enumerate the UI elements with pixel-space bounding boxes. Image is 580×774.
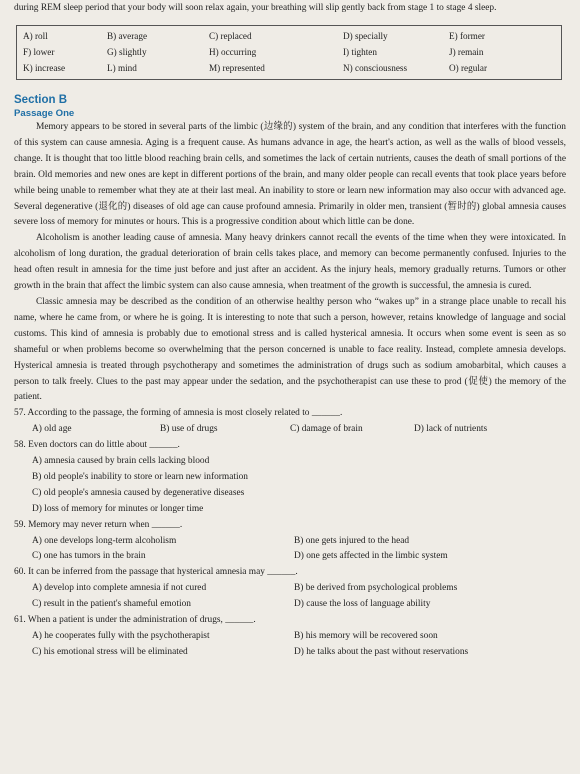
- option-d[interactable]: D) lack of nutrients: [414, 424, 488, 435]
- word-option: F) lower: [23, 47, 55, 57]
- question-57-options: [10, 422, 570, 438]
- word-bank-row: [17, 60, 561, 76]
- word-option: G) slightly: [107, 47, 147, 57]
- option-b[interactable]: B) one gets injured to the head: [294, 535, 410, 546]
- passage-title: Passage One: [14, 108, 75, 119]
- question-61-stem: 61. When a patient is under the administration of drugs, ______.: [14, 615, 256, 626]
- passage-paragraph: Memory appears to be stored in several parts of the limbic (边缘的) system of the brain, and any condition that interferes with the function of this system can cause amnesia. Aging is a frequent cause. As humans advance in age, the heart's action, as well as the walls of blood vessels, change. It is thought that too little blood reaching brain cells, and sometimes the lack of certain nutrients, causes the death of small portions of the brain. Old memories and new ones are kept in different portions of the brain, and many older people can recall events that took place years before while being unable to remember what they ate at their last meal. An inability to store or learn new information may also occur with advanced age. Several degenerative (退化的) diseases of old age can cause profound amnesia. Primarily in older men, transient (暂时的) global amnesia causes severe loss of memory for minutes or hours. This is a progressive condition about which little can be done.: [14, 122, 566, 228]
- section-title: Section B: [14, 94, 68, 106]
- word-option: I) tighten: [343, 47, 377, 57]
- option-a[interactable]: A) develop into complete amnesia if not cured: [32, 583, 207, 594]
- option-d[interactable]: D) loss of memory for minutes or longer time: [32, 503, 204, 514]
- word-option: M) represented: [209, 63, 265, 73]
- option-d[interactable]: D) one gets affected in the limbic system: [294, 551, 448, 562]
- question-61-options-row: [10, 629, 570, 645]
- option-a[interactable]: A) one develops long-term alcoholism: [32, 535, 177, 546]
- word-bank-row: [17, 28, 561, 44]
- word-option: O) regular: [449, 63, 488, 73]
- question-60-stem: 60. It can be inferred from the passage that hysterical amnesia may ______.: [14, 567, 298, 578]
- option-a[interactable]: A) amnesia caused by brain cells lacking blood: [32, 456, 210, 467]
- word-option: N) consciousness: [343, 63, 408, 73]
- word-option: K) increase: [23, 63, 66, 73]
- question-60-options-row: [10, 581, 570, 597]
- option-a[interactable]: A) he cooperates fully with the psychotherapist: [32, 631, 210, 641]
- word-option: H) occurring: [209, 47, 257, 57]
- option-c[interactable]: C) damage of brain: [290, 424, 363, 435]
- option-c[interactable]: C) his emotional stress will be eliminated: [32, 646, 188, 657]
- question-57-stem: 57. According to the passage, the forming of amnesia is most closely related to ______.: [14, 408, 343, 419]
- question-59-options-row: [10, 549, 570, 565]
- option-d[interactable]: D) cause the loss of language ability: [294, 599, 431, 610]
- option-b[interactable]: B) be derived from psychological problems: [294, 583, 458, 594]
- option-a[interactable]: A) old age: [32, 424, 72, 435]
- exam-page: [10, 0, 570, 661]
- question-61-options-row: [10, 645, 570, 661]
- passage-paragraph: Classic amnesia may be described as the condition of an otherwise healthy person who “wakes up” in a strange place unable to recall his name, where he came from, or where he is going. It is interesting to note that such a person, however, retains knowledge of language and social customs. This kind of amnesia is probably due to emotional stress and is called hysterical amnesia. It occurs when some event is seen as so shameful or when problems become so overwhelming that the person concerned is unable to face reality. Instead, complete amnesia develops. Hysterical amnesia is treated through psychotherapy and sometimes the administration of drugs such as sodium amobarbital, which causes a person to talk freely. Clues to the past may appear under the sedation, and the psychotherapist can use these to prod (促使) the memory of the patient.: [14, 296, 566, 403]
- intro-text: during REM sleep period that your body will soon relax again, your breathing will slip gently back from stage 1 to stage 4 sleep.: [14, 3, 497, 13]
- option-b[interactable]: B) old people's inability to store or learn new information: [32, 471, 248, 482]
- option-c[interactable]: C) result in the patient's shameful emotion: [32, 599, 191, 610]
- option-c[interactable]: C) old people's amnesia caused by degenerative diseases: [32, 487, 245, 498]
- option-b[interactable]: B) his memory will be recovered soon: [294, 631, 438, 641]
- option-d[interactable]: D) he talks about the past without reservations: [294, 646, 469, 657]
- word-option: B) average: [107, 31, 148, 41]
- passage-paragraph: Alcoholism is another leading cause of amnesia. Many heavy drinkers cannot recall the events of the time when they were intoxicated. In alcoholism of long duration, the gradual deterioration of brain cells takes place, and memory can become permanently confused. Injuries to the head often result in amnesia for the time just before and just after an accident. As the injury heals, memory gradually returns. Tumors or other growth in the brain that affect the limbic system can also cause amnesia, when treatment of the growth is successful, the amnesia is cured.: [14, 233, 566, 292]
- word-option: C) replaced: [209, 31, 252, 41]
- option-b[interactable]: B) use of drugs: [160, 424, 218, 435]
- question-59-options-row: [10, 534, 570, 550]
- option-c[interactable]: C) one has tumors in the brain: [32, 551, 146, 562]
- question-59-stem: 59. Memory may never return when ______.: [14, 519, 183, 530]
- word-option: D) specially: [343, 31, 388, 41]
- question-58-stem: 58. Even doctors can do little about ______.: [14, 440, 180, 451]
- word-bank-box: [16, 25, 562, 80]
- word-option: A) roll: [23, 31, 48, 41]
- word-option: L) mind: [107, 63, 137, 73]
- word-option: J) remain: [449, 47, 484, 57]
- word-option: E) former: [449, 31, 485, 41]
- word-bank-row: [17, 44, 561, 60]
- question-60-options-row: [10, 597, 570, 613]
